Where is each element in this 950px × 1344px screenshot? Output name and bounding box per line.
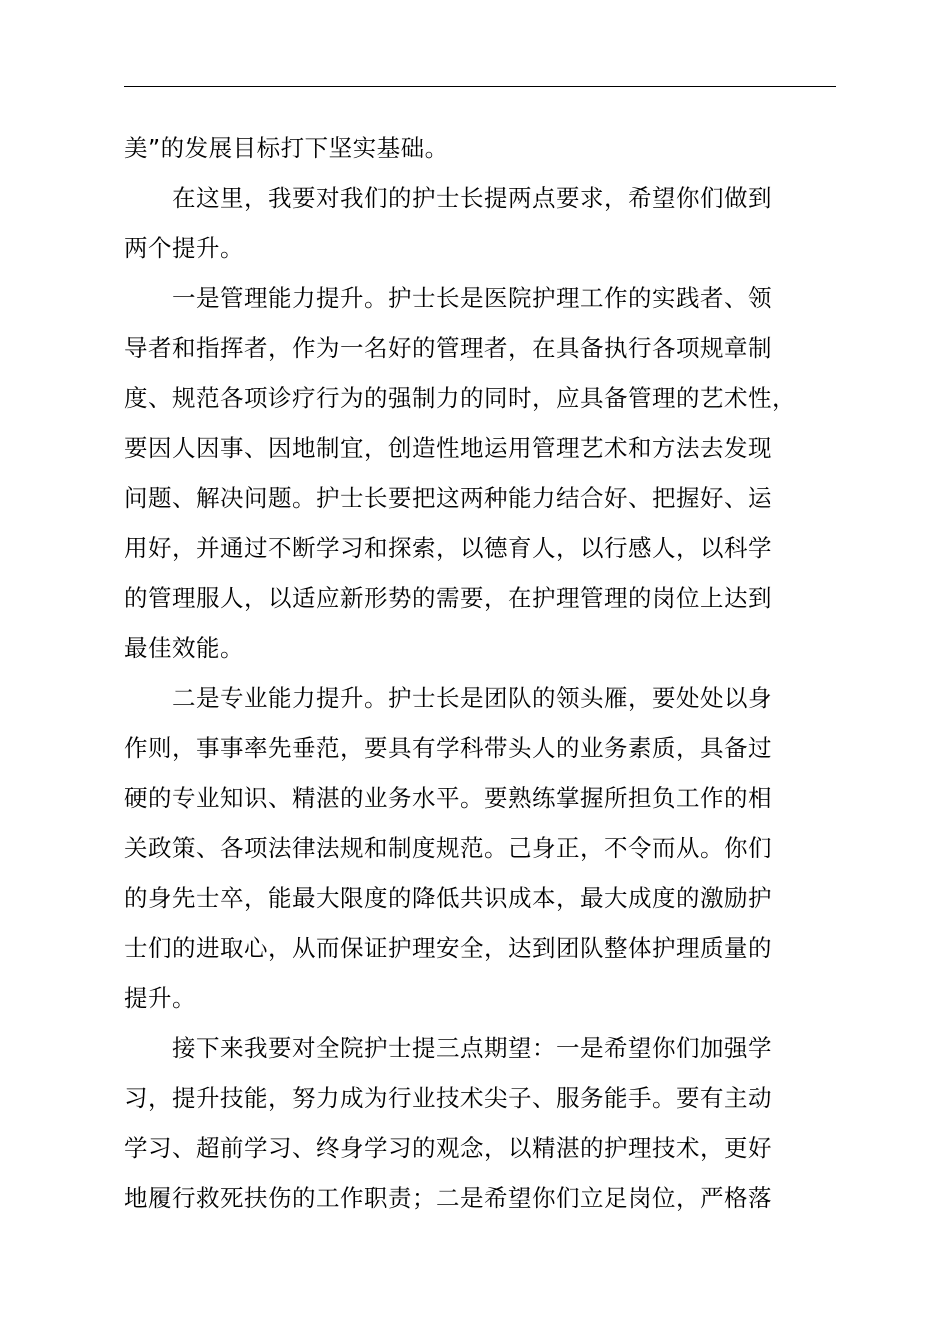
text-line-8: 问题、解决问题。护士长要把这两种能力结合好、把握好、运 [124, 484, 772, 512]
text-line-20: 习，提升技能，努力成为行业技术尖子、服务能手。要有主动 [124, 1084, 772, 1112]
text-line-7: 要因人因事、因地制宜，创造性地运用管理艺术和方法去发现 [124, 434, 772, 462]
text-line-4: 一是管理能力提升。护士长是医院护理工作的实践者、领 [172, 284, 772, 312]
header-rule [124, 86, 836, 87]
text-line-16: 的身先士卒，能最大限度的降低共识成本，最大成度的激励护 [124, 884, 772, 912]
text-line-3: 两个提升。 [124, 234, 244, 262]
text-line-14: 硬的专业知识、精湛的业务水平。要熟练掌握所担负工作的相 [124, 784, 772, 812]
text-line-11: 最佳效能。 [124, 634, 244, 662]
text-line-6: 度、规范各项诊疗行为的强制力的同时，应具备管理的艺术性， [124, 384, 796, 412]
text-line-19: 接下来我要对全院护士提三点期望：一是希望你们加强学 [172, 1034, 772, 1062]
text-line-9: 用好，并通过不断学习和探索，以德育人，以行感人，以科学 [124, 534, 772, 562]
text-line-17: 士们的进取心，从而保证护理安全，达到团队整体护理质量的 [124, 934, 772, 962]
text-line-15: 关政策、各项法律法规和制度规范。己身正，不令而从。你们 [124, 834, 772, 862]
text-line-22: 地履行救死扶伤的工作职责；二是希望你们立足岗位，严格落 [124, 1184, 772, 1212]
text-line-10: 的管理服人，以适应新形势的需要，在护理管理的岗位上达到 [124, 584, 772, 612]
text-line-21: 学习、超前学习、终身学习的观念，以精湛的护理技术，更好 [124, 1134, 772, 1162]
text-line-13: 作则，事事率先垂范，要具有学科带头人的业务素质，具备过 [124, 734, 772, 762]
text-line-2: 在这里，我要对我们的护士长提两点要求，希望你们做到 [172, 184, 772, 212]
text-line-18: 提升。 [124, 984, 196, 1012]
text-line-1: 美”的发展目标打下坚实基础。 [124, 134, 449, 162]
text-line-5: 导者和指挥者，作为一名好的管理者，在具备执行各项规章制 [124, 334, 772, 362]
text-line-12: 二是专业能力提升。护士长是团队的领头雁，要处处以身 [172, 684, 772, 712]
